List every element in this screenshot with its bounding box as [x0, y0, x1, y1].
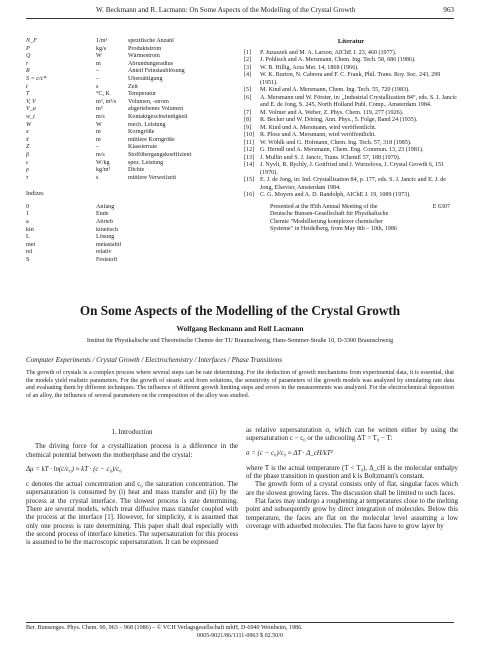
- reference-item: [244, 87, 458, 95]
- indices-heading: Indizes: [26, 191, 44, 198]
- symbol-description: mech. Leistung: [128, 121, 166, 128]
- article-authors: Wolfgang Beckmann and Rolf Lacmann: [176, 324, 304, 333]
- reference-number: [11]: [244, 139, 254, 146]
- symbol-row: [26, 160, 276, 168]
- reference-text: W. K. Burton, N. Cabrera and F. C. Frank, Phil. Trans. Roy. Soc. 243, 299 (1951).: [260, 72, 441, 86]
- running-title: W. Beckmann and R. Lacmann: On Some Aspects of the Modelling of the Crystal Growth: [96, 6, 356, 14]
- symbol-row: [26, 91, 276, 99]
- indices-rows: [26, 204, 276, 265]
- index-row: [26, 249, 276, 257]
- index-description: Lösung: [96, 234, 115, 241]
- symbol: Ẇ: [26, 121, 32, 128]
- reference-number: [14]: [244, 162, 255, 168]
- presentation-text: Presented at the 85th Annual Meeting of the Deutsche Bunsen-Gesellschaft für Physikalische Chemie "Modellierung komplexer chemischer Systeme" in Heidelberg, from May 8th – 10th, 1986: [270, 203, 397, 232]
- symbol: r: [26, 60, 29, 67]
- reference-item: [244, 155, 458, 163]
- reference-text: R. Becker und W. Döring, Ann. Phys., 5. Folge, Band 24 (1935).: [260, 117, 418, 123]
- reference-number: [6]: [244, 94, 252, 101]
- index-row: [26, 257, 276, 265]
- reference-text: M. Kind und A. Mersmann, wird veröffentlicht.: [260, 124, 377, 131]
- running-header: [26, 6, 454, 19]
- symbol: V_a: [26, 106, 36, 113]
- reference-number: [1]: [244, 49, 252, 56]
- index-symbol: L: [26, 234, 30, 241]
- symbol: Z: [26, 144, 30, 151]
- reference-number: [12]: [244, 147, 255, 153]
- symbol-unit: s: [96, 174, 99, 181]
- symbol-list: [26, 38, 276, 265]
- symbol-unit: kg/s: [96, 45, 107, 52]
- symbol-row: [26, 167, 276, 175]
- symbol-unit: m³, m³/s: [96, 98, 117, 105]
- presentation-note: [270, 203, 450, 234]
- symbol-row: [26, 114, 276, 122]
- body-column-left: [26, 427, 238, 548]
- symbol: N_F: [26, 38, 37, 44]
- index-row: [26, 242, 276, 250]
- symbol-description: mittlere Korngröße: [128, 136, 175, 143]
- reference-text: J. Pohlisch and A. Mersmann, Chem. Ing. Tech. 58, 686 (1986).: [260, 57, 416, 63]
- reference-item: [244, 140, 458, 148]
- paragraph: where T is the actual temperature (T < T₀), Δ_cH is the molecular enthalpy of the phase transition in question and k is Boltzmann's constant.: [246, 464, 458, 481]
- symbol-unit: kg/m³: [96, 167, 111, 174]
- symbol-row: [26, 152, 276, 160]
- reference-number: [2]: [244, 57, 252, 63]
- reference-number: [9]: [244, 124, 252, 131]
- symbol: β: [26, 151, 30, 158]
- index-description: Feststoff: [96, 257, 118, 264]
- symbol-unit: m: [96, 129, 101, 136]
- symbol-row: [26, 61, 276, 69]
- symbol-rows: [26, 38, 276, 182]
- reference-text: M. Volmer and A. Weber, Z. Phys. Chem. 119, 277 (1926).: [260, 109, 404, 116]
- equation-supersaturation: σ = (c − c₀)/c₀ ≈ ΔT · Δ_cH/kT²: [246, 449, 333, 457]
- symbol-unit: –: [96, 144, 100, 151]
- paragraph: c denotes the actual concentration and c₀ the saturation concentration. The supersaturation is consumed by (i) heat and mass transfer and (ii) by the process at the crystal interface. The slowest process is rate determining. There are several models, which treat diffusive mass transfer coupled with the process at the interface [1]. However, for simplicity, it is assumed that only one process is rate determining. This paper shall deal especially with the second process of interface kinetics. The supersaturation for this process is assumed to be the macroscopic supersaturation. It can be expressed: [26, 481, 238, 547]
- reference-number: [7]: [244, 109, 252, 116]
- symbol-row: [26, 144, 276, 152]
- literature-section: [244, 38, 458, 234]
- body-column-right: [246, 427, 458, 531]
- symbol-unit: W/kg: [96, 159, 110, 166]
- symbol-description: Volumen, -strom: [128, 98, 169, 105]
- reference-text: W. Wöhlk und G. Hofmann, Chem. Ing. Tech. 57, 318 (1985).: [260, 139, 412, 146]
- symbol-row: [26, 46, 276, 54]
- symbol: Q̇: [26, 53, 31, 60]
- symbol-row: [26, 38, 276, 46]
- paragraph: The driving force for a crystallization process is a difference in the chemical potential between the motherphase and the crystal:: [26, 443, 238, 459]
- symbol: S = c/c*: [26, 75, 47, 82]
- symbol-row: [26, 106, 276, 114]
- keywords: Computer Experiments / Crystal Growth / Electrochemistry / Interfaces / Phase Transitions: [26, 356, 282, 364]
- reference-text: R. Ploss und A. Mersmann, wird veröffentlicht.: [260, 132, 376, 138]
- reference-item: [244, 177, 458, 192]
- symbol-unit: m/s: [96, 151, 105, 158]
- symbol-description: Anteil Feinstaublösung: [128, 68, 185, 75]
- symbol-row: [26, 84, 276, 92]
- reference-number: [5]: [244, 87, 252, 93]
- issn-line: 0005-9021/86/1111-0963 $ 02.50/0: [196, 632, 284, 639]
- symbol: x̄: [26, 136, 29, 143]
- paragraph: Flat faces may undergo a roughening at temperatures close to the melting point and subsequently grow by direct integration of molecules. Below this temperature, the faces are flat on the molecular level assuming a low coverage with adsorbed molecules. The flat faces have to grow layer by: [246, 498, 458, 530]
- symbol-unit: 1/m³: [96, 38, 108, 44]
- symbol-description: spez. Leistung: [128, 159, 164, 166]
- reference-text: P. Juzaszek and M. A. Larson, AIChE J. 23, 460 (1977).: [260, 49, 397, 56]
- index-symbol: met: [26, 241, 36, 248]
- reference-text: G. Herndl und A. Mersmann, Chem. Eng. Commun. 13, 23 (1981).: [260, 147, 424, 153]
- symbol: ρ: [26, 167, 29, 174]
- index-row: [26, 227, 276, 235]
- index-description: Ende: [96, 211, 109, 218]
- index-description: kinetisch: [96, 226, 119, 233]
- index-symbol: a: [26, 219, 29, 226]
- symbol-unit: s: [96, 83, 99, 90]
- symbol: T: [26, 91, 30, 98]
- index-symbol: 1: [26, 211, 30, 218]
- paragraph: as relative supersaturation σ, which can be written either by using the supersaturation c − c₀ or the subcooling ΔT = T₀ − T:: [246, 427, 458, 443]
- symbol: ε: [26, 159, 29, 166]
- symbol-unit: –: [96, 75, 100, 82]
- literature-heading: Literatur: [337, 38, 365, 45]
- paragraph: The growth form of a crystal consists only of flat, singular faces which are the slowest growing faces. The discussion shall be limited to such faces.: [246, 481, 458, 497]
- section-heading: 1. Introduction: [111, 429, 153, 436]
- symbol-row: [26, 76, 276, 84]
- symbol: t: [26, 83, 28, 90]
- reference-text: J. Mullin und S. J. Jancic, Trans. IChemE 57, 188 (1979).: [260, 154, 401, 161]
- index-symbol: rel: [26, 249, 33, 256]
- symbol-description: Dichte: [128, 167, 145, 174]
- symbol: V, V̇: [26, 98, 36, 105]
- symbol: τ: [26, 174, 29, 181]
- symbol: x: [26, 129, 29, 136]
- symbol-unit: m: [96, 60, 101, 67]
- citation-line: Ber. Bunsenges. Phys. Chem. 90, 963 – 968 (1986) – © VCH Verlagsgesellschaft mbH, D-6940 Weinheim, 1986.: [26, 625, 303, 631]
- article-code: E 6307: [432, 203, 450, 210]
- symbol-description: Korngröße: [128, 129, 155, 136]
- reference-number: [4]: [244, 72, 252, 78]
- reference-item: [244, 125, 458, 133]
- reference-text: C. G. Moyers and A. D. Randolph, AIChE J. 19, 1089 (1973).: [260, 192, 411, 198]
- symbol-row: [26, 99, 276, 107]
- reference-text: E. J. de Jong, in: Ind. Crystallization 84, p. 177, eds. S. J. Jancic and E. J. de Jong, Elsevier, Amsterdam 1984.: [260, 177, 447, 191]
- symbol-unit: W: [96, 121, 102, 128]
- reference-item: [244, 162, 458, 177]
- reference-text: J. Nyvlt, R. Rychly, J. Gottfried und J. Wurzelova, J. Crystal Growth 6, 151 (1970).: [260, 162, 445, 176]
- symbol-description: Temperatur: [128, 91, 156, 98]
- symbol-row: [26, 122, 276, 130]
- symbol-unit: °C, K: [96, 91, 110, 98]
- index-symbol: S: [26, 257, 30, 264]
- reference-text: A. Mersmann und W. Förster, in: „Industrial Crystallization 84“, eds. S. J. Jancic and E. de Jong, S. 245, North Holland Publ. Comp., Amsterdam 1984.: [260, 94, 457, 108]
- symbol: w_t: [26, 113, 35, 120]
- symbol-description: Kontaktgeschwindigkeit: [128, 113, 188, 120]
- reference-text: M. Kind and A. Mersmann, Chem. Ing. Tech. 55, 720 (1983).: [260, 87, 410, 93]
- reference-item: [244, 95, 458, 110]
- symbol-description: Produktstrom: [128, 45, 162, 52]
- abstract: The growth of crystals is a complex process where several steps can be rate determining. For the deduction of growth mechanisms from experimental data, it is essential, that the models yield realistic parameters. For the growth of stearic acid from solutions, the sensitivity of parameters of the growth models was analyzed by simulating rate data and evaluating them by different techniques. The influence of different growth limiting steps and errors in the measurements was analyzed. For the electrochemical deposition of an alloy, the influence of several parameters on the composition of the alloy was studied.: [26, 370, 454, 399]
- reference-number: [13]: [244, 154, 255, 161]
- article-title: On Some Aspects of the Modelling of the Crystal Growth: [79, 303, 401, 318]
- symbol-unit: –: [96, 68, 100, 75]
- index-row: [26, 211, 276, 219]
- symbol-description: Abrundungsradius: [128, 60, 174, 67]
- index-description: Anfang: [96, 203, 115, 210]
- symbol-description: mittlere Verweilzeit: [128, 174, 177, 181]
- reference-item: [244, 147, 458, 155]
- symbol-row: [26, 53, 276, 61]
- reference-item: [244, 72, 458, 87]
- symbol-row: [26, 175, 276, 183]
- symbol-description: Zeit: [128, 83, 138, 90]
- index-description: metastabil: [96, 241, 122, 248]
- index-description: Abrieb: [96, 219, 113, 226]
- symbol-row: [26, 129, 276, 137]
- symbol: P: [26, 45, 30, 52]
- reference-number: [15]: [244, 177, 255, 183]
- reference-item: [244, 110, 458, 118]
- symbol-unit: m/s: [96, 113, 105, 120]
- reference-number: [10]: [244, 132, 255, 138]
- reference-item: [244, 57, 458, 65]
- symbol-description: Wärmestrom: [128, 53, 160, 60]
- page-number: 963: [443, 6, 454, 14]
- reference-list: [244, 50, 458, 200]
- reference-item: [244, 132, 458, 140]
- index-row: [26, 234, 276, 242]
- index-row: [26, 219, 276, 227]
- index-description: relativ: [96, 249, 112, 256]
- reference-text: W. B. Hillig, Acta Met. 14, 1868 (1966).: [260, 64, 359, 71]
- reference-number: [3]: [244, 64, 252, 71]
- reference-item: [244, 65, 458, 73]
- symbol-unit: W: [96, 53, 102, 60]
- symbol-unit: m³: [96, 106, 103, 113]
- symbol-description: Stoffübergangskoeffizient: [128, 151, 192, 158]
- symbol-description: Übersättigung: [128, 75, 163, 82]
- reference-item: [244, 117, 458, 125]
- symbol-row: [26, 137, 276, 145]
- page-footer: [26, 622, 454, 641]
- symbol: R: [26, 68, 30, 75]
- index-symbol: kin: [26, 226, 34, 233]
- symbol-row: [26, 68, 276, 76]
- reference-number: [8]: [244, 117, 252, 123]
- reference-item: [244, 192, 458, 200]
- reference-number: [16]: [244, 192, 255, 198]
- symbol-description: abgeriebenes Volumen: [128, 106, 184, 113]
- index-row: [26, 204, 276, 212]
- index-symbol: 0: [26, 203, 30, 210]
- equation-chemical-potential: Δμ = kT · ln(c/c₀) ≈ kT · (c − c₀)/c₀: [26, 465, 122, 473]
- symbol-unit: m: [96, 136, 101, 143]
- reference-item: [244, 50, 458, 58]
- symbol-description: spezifische Anzahl: [128, 38, 174, 44]
- symbol-description: Klassierrate: [128, 144, 158, 151]
- author-institution: Institut für Physikalische und Theoretische Chemie der TU Braunschweig, Hans-Sommer-Straße 10, D-3300 Braunschweig: [86, 337, 394, 344]
